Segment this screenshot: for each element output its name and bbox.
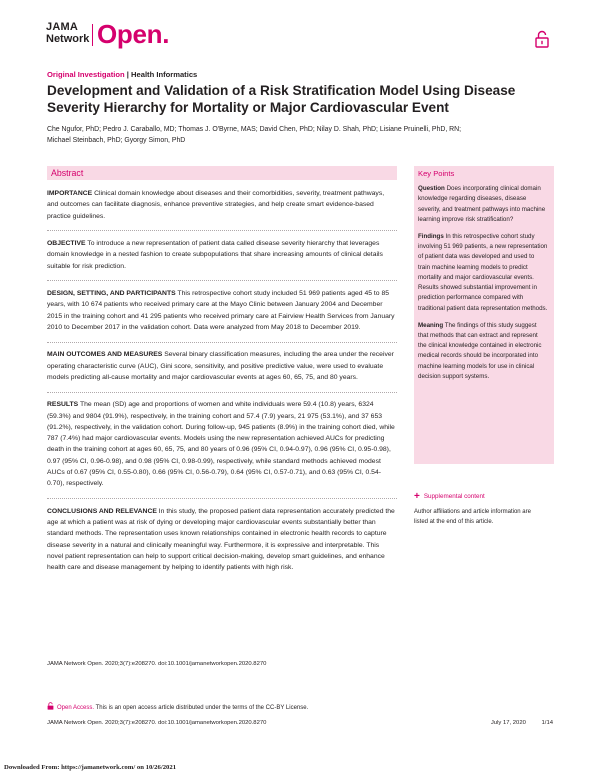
abstract-label: DESIGN, SETTING, AND PARTICIPANTS [47, 289, 176, 297]
divider [47, 498, 397, 499]
abstract-text: In this study, the proposed patient data representation accurately predicted the age at which a patient was at risk of dying or developing major cardiovascular events substantially better than standard methods. The representation uses known relationships contained in electronic health records to capture disease severity in a natural and clinically meaningful way. Furthermore, it is expressive and interpretable. This novel patient representation can help to support critical decision-making, develop smart guidelines, and enhance health care and disease management by helping to identify patients with high risk. [47, 507, 395, 572]
abstract-conclusions [47, 506, 397, 574]
divider [47, 280, 397, 281]
divider [47, 342, 397, 343]
abstract-heading: Abstract [51, 168, 84, 178]
key-points-body [418, 184, 548, 389]
key-point-findings [418, 232, 548, 314]
key-point-meaning [418, 321, 548, 383]
abstract-label: RESULTS [47, 401, 79, 409]
open-access-note [47, 702, 308, 712]
logo-open-text: Open. [97, 19, 170, 49]
abstract-text: The mean (SD) age and proportions of women and white individuals were 59.4 (10.8) years, 6324 (59.3%) and 9804 (91.9%), respectively, in the training cohort and 57.4 (7.9) years, 21 975 (53.1%), and 37 653 (91.2%), respectively, in the validation cohort. During follow-up, 945 patients (8.9%) in the training cohort died, while 787 (7.4%) had major cardiovascular events. Models using the new representation achieved AUCs for predicting death in the training cohort at ages 60, 65, 75, and 80 years of 0.96 (95% CI, 0.94-0.97), 0.96 (95% CI, 0.95-0.98), 0.97 (95% CI, 0.96-0.98), and 0.98 (95% CI, 0.98-0.99), respectively, while standard methods achieved modest AUCs of 0.67 (95% CI, 0.55-0.80), 0.66 (95% CI, 0.56-0.79), 0.64 (95% CI, 0.57-0.71), and 0.63 (95% CI, 0.54-0.70), respectively. [47, 401, 395, 488]
abstract-label: MAIN OUTCOMES AND MEASURES [47, 351, 163, 359]
author-list [47, 124, 552, 146]
abstract-results [47, 399, 397, 489]
article-section[interactable]: Original Investigation [47, 70, 125, 79]
abstract-importance [47, 188, 397, 222]
logo-jama-text: JAMA [46, 21, 78, 33]
abstract-body [47, 188, 397, 582]
abstract-label: IMPORTANCE [47, 190, 93, 197]
author-affiliations-note: Author affiliations and article information are listed at the end of this article. [414, 509, 531, 525]
key-point-question [418, 184, 548, 225]
key-point-label: Meaning [418, 321, 444, 329]
plus-icon: + [414, 491, 420, 502]
abstract-citation: JAMA Network Open. 2020;3(7):e208270. doi:10.1001/jamanetworkopen.2020.8270 [47, 661, 267, 667]
section-separator: | [126, 70, 129, 79]
open-lock-icon [535, 30, 549, 48]
abstract-text: Several binary classification measures, including the area under the receiver operating characteristic curve (AUC), Gini score, sensitivity, and positive predictive value, were used to evaluate models predicting all-cause mortality and major cardiovascular events at ages 60, 65, 75, and 80 years. [47, 351, 394, 381]
logo-network-text: Network [46, 33, 90, 45]
key-point-text: Does incorporating clinical domain knowledge regarding diseases, disease severity, and treatment pathways into machine learning improve risk stratification? [418, 185, 546, 223]
footer-meta [440, 719, 553, 727]
article-subsection: Health Informatics [131, 70, 198, 79]
article-title: Development and Validation of a Risk Stratification Model Using Disease Severity Hierarchy for Mortality or Major Cardiovascular Event [47, 83, 516, 115]
divider [47, 230, 397, 231]
abstract-design [47, 288, 397, 333]
open-access-label[interactable]: Open Access. [57, 705, 95, 711]
abstract-objective [47, 238, 397, 272]
abstract-label: OBJECTIVE [47, 239, 86, 247]
page-number: 1/14 [541, 720, 553, 726]
abstract-text: Clinical domain knowledge about diseases and their comorbidities, severity, treatment pathways, and outcomes can facilitate diagnosis, enhance preventive strategies, and help create smart evidence-based practice guidelines. [47, 190, 385, 220]
key-point-label: Question [418, 185, 445, 192]
abstract-outcomes [47, 349, 397, 383]
authors-line: Michael Steinbach, PhD; Gyorgy Simon, PhD [47, 137, 186, 144]
abstract-text: This retrospective cohort study included 51 969 patients aged 45 to 85 years, with 10 674 patients who received primary care at the Mayo Clinic between January 2004 and December 2015 in the training cohort and 41 295 patients who received primary care at Fairview Health Services from January 2010 to December 2017 in the validation cohort. Data were analyzed from May 2018 to December 2019. [47, 289, 395, 331]
footer-citation: JAMA Network Open. 2020;3(7):e208270. doi:10.1001/jamanetworkopen.2020.8270 [47, 720, 267, 726]
key-point-label: Findings [418, 232, 444, 240]
supplemental-content-label: Supplemental content [423, 493, 485, 500]
key-point-text: The findings of this study suggest that methods that can extract and represent the clinical knowledge contained in electronic medical records should be incorporated into machine learning models for use in clinical decision support systems. [418, 321, 542, 381]
authors-line: Che Ngufor, PhD; Pedro J. Caraballo, MD; Thomas J. O'Byrne, MAS; David Chen, PhD; Nilay D. Shah, PhD; Lisiane Pruinelli, PhD, RN; [47, 126, 462, 133]
open-access-text: This is an open access article distributed under the terms of the CC-BY License. [95, 705, 309, 711]
article-section-line [47, 70, 197, 80]
abstract-heading-bar [47, 166, 397, 180]
open-access-lock-icon [47, 702, 54, 710]
abstract-label: CONCLUSIONS AND RELEVANCE [47, 507, 157, 515]
download-stamp: Downloaded From: https://jamanetwork.com/ on 10/26/2021 [4, 764, 177, 771]
abstract-text: To introduce a new representation of patient data called disease severity hierarchy that leverages domain knowledge in a nested fashion to create subpopulations that share increasing amounts of clinical details suitable for risk prediction. [47, 239, 383, 270]
supplemental-content-link[interactable] [414, 492, 485, 501]
divider [47, 392, 397, 393]
key-points-title: Key Points [418, 169, 455, 178]
key-point-text: In this retrospective cohort study involving 51 969 patients, a new representation of patient data was developed and used to train machine learning models to predict mortality and major cardiovascular events. Results showed substantial improvement in prediction performance compared with traditional patient data representation methods. [418, 232, 548, 312]
footer-date: July 17, 2020 [490, 720, 526, 726]
logo-divider [92, 24, 93, 46]
